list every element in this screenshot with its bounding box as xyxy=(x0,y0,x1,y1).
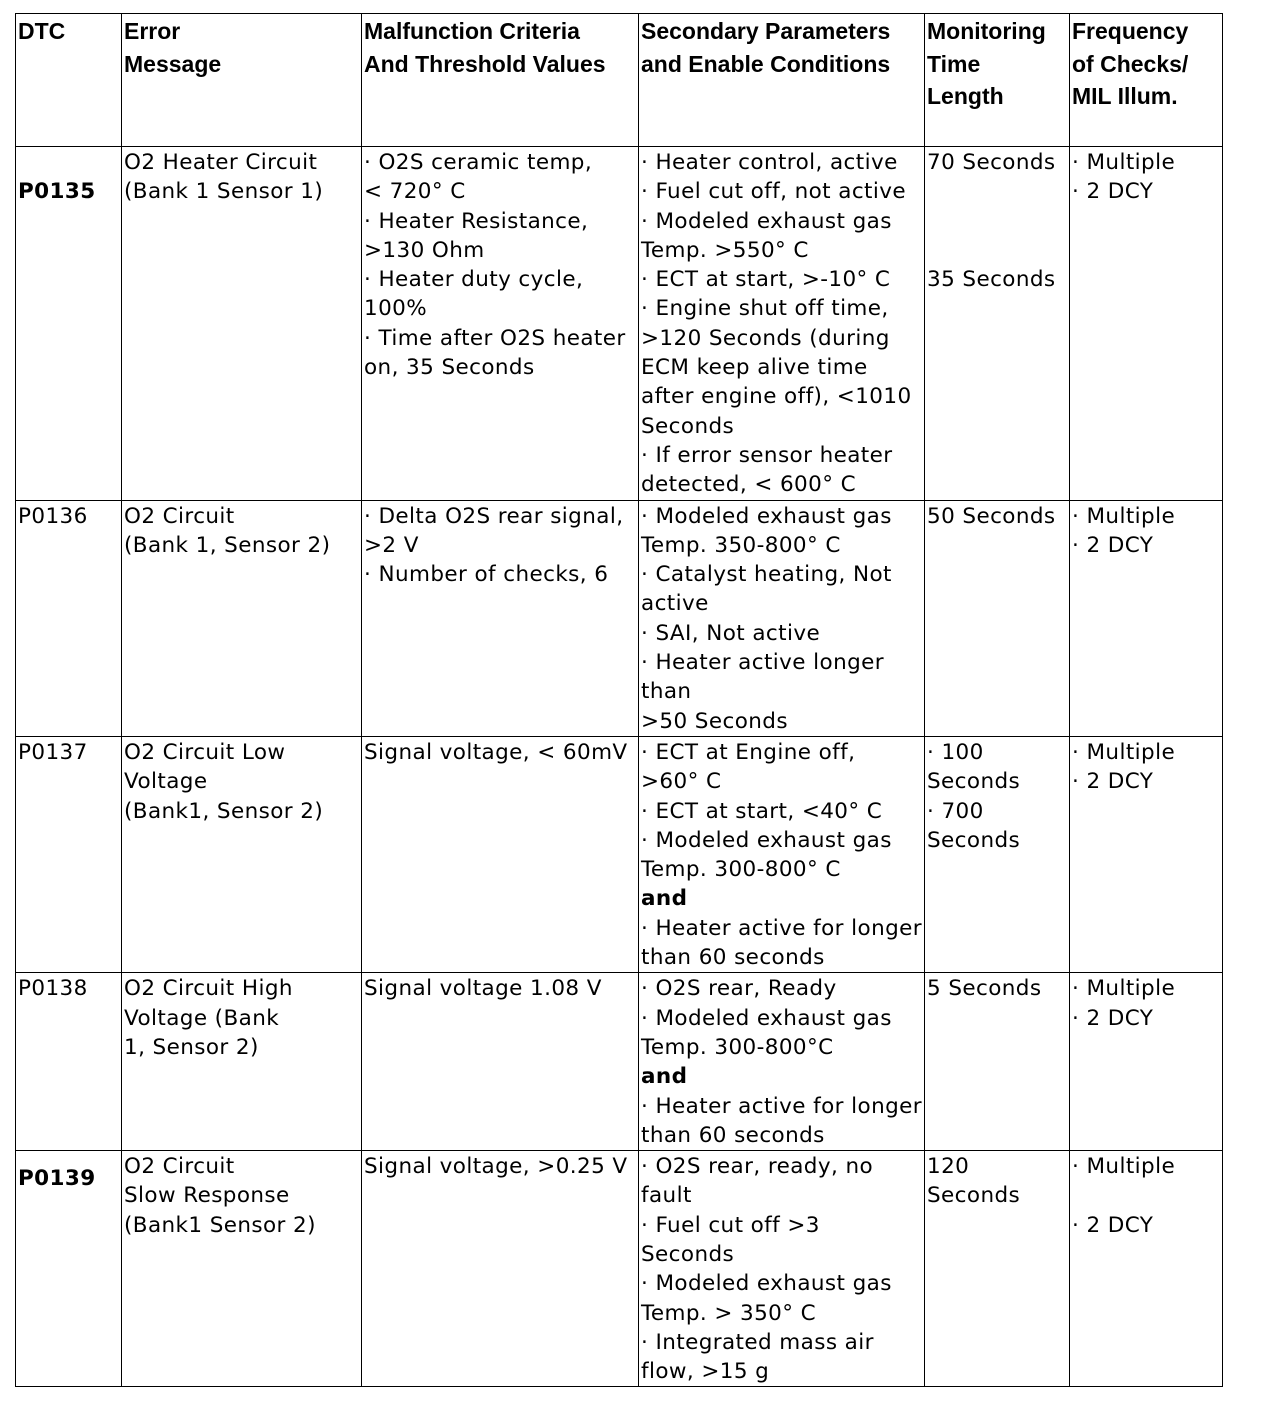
table-row xyxy=(16,973,1223,1151)
header-monitoring-time: Monitoring Time Length xyxy=(925,14,1070,147)
error-message-cell: O2 Circuit Slow Response (Bank1 Sensor 2) xyxy=(122,1151,362,1387)
table-row xyxy=(16,500,1223,736)
header-secondary-parameters: Secondary Parameters and Enable Conditions xyxy=(639,14,925,147)
table-row xyxy=(16,147,1223,501)
secondary-cell: · Heater control, active · Fuel cut off, not active · Modeled exhaust gas Temp. >550° C · ECT at start, >-10° C · Engine shut off time, >120 Seconds (during ECM keep alive time after engine off), <1010 Seconds · If error sensor heater detected, < 600° C xyxy=(639,147,925,501)
criteria-cell: Signal voltage, < 60mV xyxy=(362,736,639,972)
header-dtc: DTC xyxy=(16,14,122,147)
criteria-cell: · O2S ceramic temp, < 720° C · Heater Resistance, >130 Ohm · Heater duty cycle, 100% · Time after O2S heater on, 35 Seconds xyxy=(362,147,639,501)
frequency-cell: · Multiple · 2 DCY xyxy=(1070,147,1223,501)
frequency-cell: · Multiple · 2 DCY xyxy=(1070,736,1223,972)
secondary-cell: · O2S rear, ready, no fault · Fuel cut off >3 Seconds · Modeled exhaust gas Temp. > 350° C · Integrated mass air flow, >15 g xyxy=(639,1151,925,1387)
monitoring-time-cell: 70 Seconds 35 Seconds xyxy=(925,147,1070,501)
table-row xyxy=(16,736,1223,972)
header-frequency: Frequency of Checks/ MIL Illum. xyxy=(1070,14,1223,147)
secondary-cell: · ECT at Engine off, >60° C · ECT at start, <40° C · Modeled exhaust gas Temp. 300-800° C and · Heater active for longer than 60 seconds xyxy=(639,736,925,972)
criteria-cell: Signal voltage, >0.25 V xyxy=(362,1151,639,1387)
frequency-cell: · Multiple · 2 DCY xyxy=(1070,973,1223,1151)
frequency-cell: · Multiple · 2 DCY xyxy=(1070,1151,1223,1387)
dtc-table xyxy=(15,13,1223,1387)
error-message-cell: O2 Circuit Low Voltage (Bank1, Sensor 2) xyxy=(122,736,362,972)
error-message-cell: O2 Circuit High Voltage (Bank 1, Sensor 2) xyxy=(122,973,362,1151)
table-row xyxy=(16,1151,1223,1387)
monitoring-time-cell: 50 Seconds xyxy=(925,500,1070,736)
monitoring-time-cell: 120 Seconds xyxy=(925,1151,1070,1387)
header-error-message: Error Message xyxy=(122,14,362,147)
criteria-cell: Signal voltage 1.08 V xyxy=(362,973,639,1151)
dtc-cell: P0135 xyxy=(16,147,122,501)
secondary-cell: · Modeled exhaust gas Temp. 350-800° C · Catalyst heating, Not active · SAI, Not active · Heater active longer than >50 Seconds xyxy=(639,500,925,736)
frequency-cell: · Multiple · 2 DCY xyxy=(1070,500,1223,736)
dtc-cell: P0136 xyxy=(16,500,122,736)
dtc-cell: P0139 xyxy=(16,1151,122,1387)
dtc-cell: P0138 xyxy=(16,973,122,1151)
monitoring-time-cell: · 100 Seconds · 700 Seconds xyxy=(925,736,1070,972)
criteria-cell: · Delta O2S rear signal, >2 V · Number of checks, 6 xyxy=(362,500,639,736)
error-message-cell: O2 Circuit (Bank 1, Sensor 2) xyxy=(122,500,362,736)
header-row xyxy=(16,14,1223,147)
dtc-cell: P0137 xyxy=(16,736,122,972)
secondary-cell: · O2S rear, Ready · Modeled exhaust gas Temp. 300-800°C and · Heater active for longer than 60 seconds xyxy=(639,973,925,1151)
error-message-cell: O2 Heater Circuit (Bank 1 Sensor 1) xyxy=(122,147,362,501)
monitoring-time-cell: 5 Seconds xyxy=(925,973,1070,1151)
header-malfunction-criteria: Malfunction Criteria And Threshold Values xyxy=(362,14,639,147)
